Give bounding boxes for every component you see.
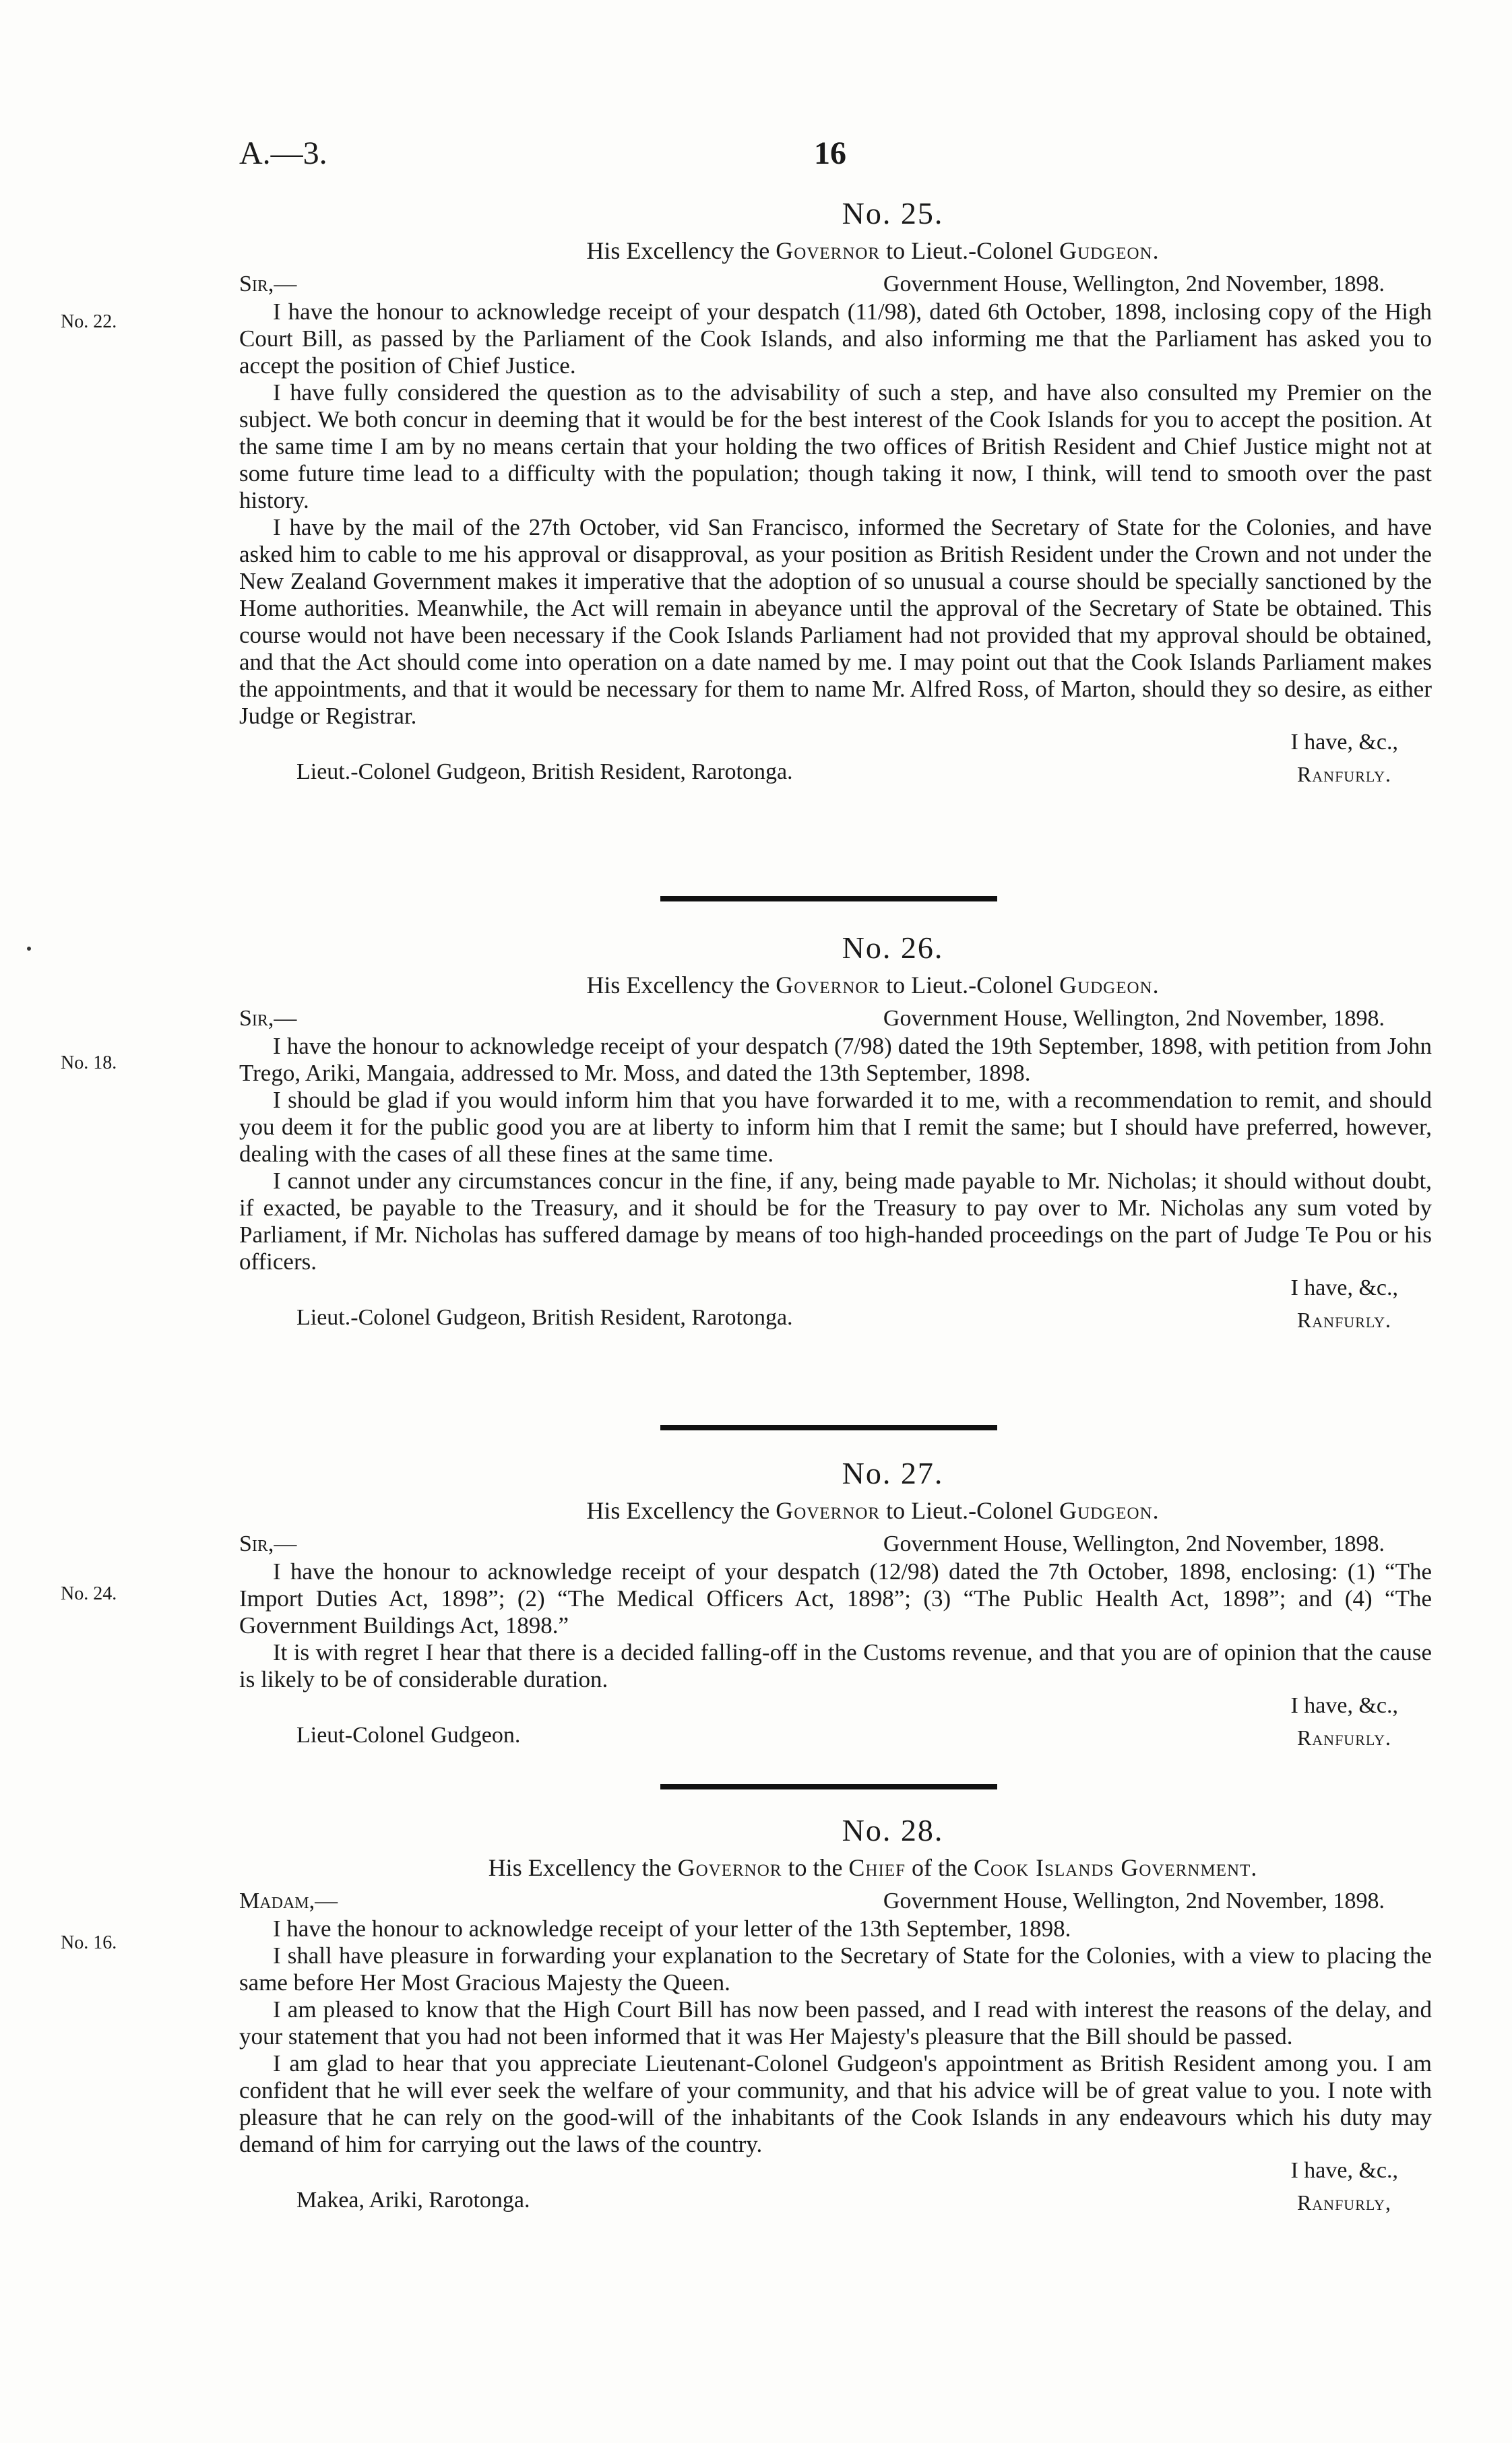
signature-row [239,2188,1432,2217]
signature: Ranfurly. [1296,1308,1391,1332]
letter-from-to: His Excellency the Governor to Lieut.-Colonel Gudgeon. [586,237,1159,264]
letter-paragraph: I have the honour to acknowledge receipt of your despatch (12/98) dated the 7th October, 1898, enclosing: (1) “The Import Duties Act, 1898”; (2) “The Medical Officers Act, 1898”; (3) “The Public Health Act, 1898”; and (4) “The Government Buildings Act, 1898.” [239,1558,1432,1639]
margin-reference: No. 24. [61,1583,117,1604]
addressee: Lieut.-Colonel Gudgeon, British Resident, Rarotonga. [296,759,793,784]
salutation-row [239,1889,1432,1915]
letter-no-28 [61,1812,1432,2217]
salutation-row [239,1531,1432,1558]
document-reference: A.—3. [239,135,327,171]
letter-no-26 [61,930,1432,1335]
signature-row [239,1305,1432,1335]
letter-paragraph: I have the honour to acknowledge receipt of your despatch (7/98) dated the 19th September, 1898, with petition from John Trego, Ariki, Mangaia, addressed to Mr. Moss, and dated the 13th September, 1898. [239,1033,1432,1086]
salutation: Madam,— [239,1889,338,1913]
letter-paragraph: I cannot under any circumstances concur in the fine, if any, being made payable to Mr. Nicholas; it should without doubt, if exacted, be payable to the Treasury, and it should be for the Treasury to pay over to Mr. Nicholas any sum voted by Parliament, if Mr. Nicholas has suffered damage by means of too high-handed proceedings on the part of Judge Te Pou or his officers. [239,1168,1432,1275]
closing-row [239,1275,1432,1305]
letter-no-25 [61,195,1432,789]
closing-row [239,2158,1432,2188]
salutation-row [239,272,1432,298]
dateline: Government House, Wellington, 2nd November, 1898. [883,1531,1385,1556]
salutation: Sir,— [239,272,297,296]
scan-speck [27,947,31,951]
letter-paragraph: I am pleased to know that the High Court Bill has now been passed, and I read with interest the reasons of the delay, and your statement that you had not been informed that it was Her Majesty's pleasure that the Bill should be passed. [239,1996,1432,2050]
closing: I have, &c., [1290,2158,1398,2183]
signature: Ranfurly. [1296,1725,1391,1750]
letter-paragraph: I have the honour to acknowledge receipt of your despatch (11/98), dated 6th October, 1898, inclosing copy of the High Court Bill, as passed by the Parliament of the Cook Islands, and also informing me that the Parliament has asked you to accept the position of Chief Justice. [239,298,1432,379]
margin-reference: No. 22. [61,311,117,332]
signature: Ranfurly. [1296,762,1391,786]
dateline: Government House, Wellington, 2nd November, 1898. [883,1889,1385,1913]
margin-reference: No. 16. [61,1932,117,1953]
letter-number: No. 28. [842,1813,944,1847]
salutation-row [239,1006,1432,1033]
closing: I have, &c., [1290,1693,1398,1718]
section-divider [660,896,997,901]
letter-number: No. 25. [842,196,944,230]
letter-number: No. 27. [842,1456,944,1490]
letter-paragraph: I have the honour to acknowledge receipt of your letter of the 13th September, 1898. [273,1915,1071,1942]
dateline: Government House, Wellington, 2nd November, 1898. [883,1006,1385,1031]
section-divider [660,1425,997,1430]
letter-paragraph: I have fully considered the question as to the advisability of such a step, and have also consulted my Premier on the subject. We both concur in deeming that it would be for the best interest of the Cook Islands for you to accept the position. At the same time I am by no means certain that your holding the two offices of British Resident and Chief Justice might not at some future time lead to a difficulty with the population; though taking it now, I think, will tend to smooth over the past history. [239,379,1432,513]
letter-paragraph: I am glad to hear that you appreciate Lieutenant-Colonel Gudgeon's appointment as British Resident among you. I am confident that he will ever seek the welfare of your community, and that his advice will be of great value to you. I note with pleasure that he can rely on the good-will of the inhabitants of the Cook Islands in any endeavours which his duty may demand of him for carrying out the laws of the country. [239,2050,1432,2157]
letter-paragraph: I have by the mail of the 27th October, vid San Francisco, informed the Secretary of State for the Colonies, and have asked him to cable to me his approval or disapproval, as your position as British Resident under the Crown and not under the New Zealand Government makes it imperative that the adoption of so unusual a course should be specially sanctioned by the Home authorities. Meanwhile, the Act will remain in abeyance until the approval of the Secretary of State be obtained. This course would not have been necessary if the Cook Islands Parliament had not provided that my approval should be obtained, and that the Act should come into operation on a date named by me. I may point out that the Cook Islands Parliament makes the appointments, and that it would be necessary for them to name Mr. Alfred Ross, of Marton, should they so desire, as either Judge or Registrar. [239,514,1432,729]
letter-no-27 [61,1455,1432,1752]
margin-reference: No. 18. [61,1052,117,1073]
letter-from-to: His Excellency the Governor to Lieut.-Colonel Gudgeon. [586,1497,1159,1524]
addressee: Makea, Ariki, Rarotonga. [296,2188,530,2213]
letter-paragraph: I should be glad if you would inform him that you have forwarded it to me, with a recommendation to remit, and should you deem it for the public good you are at liberty to inform him that I remit the same; but I should have preferred, however, dealing with the cases of all these fines at the same time. [239,1087,1432,1167]
closing-row [239,730,1432,759]
letter-paragraph: It is with regret I hear that there is a decided falling-off in the Customs revenue, and that you are of opinion that the cause is likely to be of considerable duration. [239,1639,1432,1692]
signature-row [239,759,1432,789]
salutation: Sir,— [239,1531,297,1556]
closing-row [239,1693,1432,1723]
addressee: Lieut.-Colonel Gudgeon, British Resident, Rarotonga. [296,1305,793,1330]
dateline: Government House, Wellington, 2nd November, 1898. [883,272,1385,296]
page-number: 16 [814,135,846,171]
closing: I have, &c., [1290,1275,1398,1300]
letter-from-to: His Excellency the Governor to the Chief of the Cook Islands Government. [488,1854,1257,1881]
signature-row [239,1723,1432,1752]
letter-number: No. 26. [842,930,944,965]
salutation: Sir,— [239,1006,297,1031]
letter-from-to: His Excellency the Governor to Lieut.-Colonel Gudgeon. [586,972,1159,998]
letter-paragraph: I shall have pleasure in forwarding your explanation to the Secretary of State for the Colonies, with a view to placing the same before Her Most Gracious Majesty the Queen. [239,1942,1432,1996]
section-divider [660,1784,997,1789]
signature: Ranfurly, [1296,2190,1391,2215]
addressee: Lieut-Colonel Gudgeon. [296,1723,521,1748]
closing: I have, &c., [1290,730,1398,755]
